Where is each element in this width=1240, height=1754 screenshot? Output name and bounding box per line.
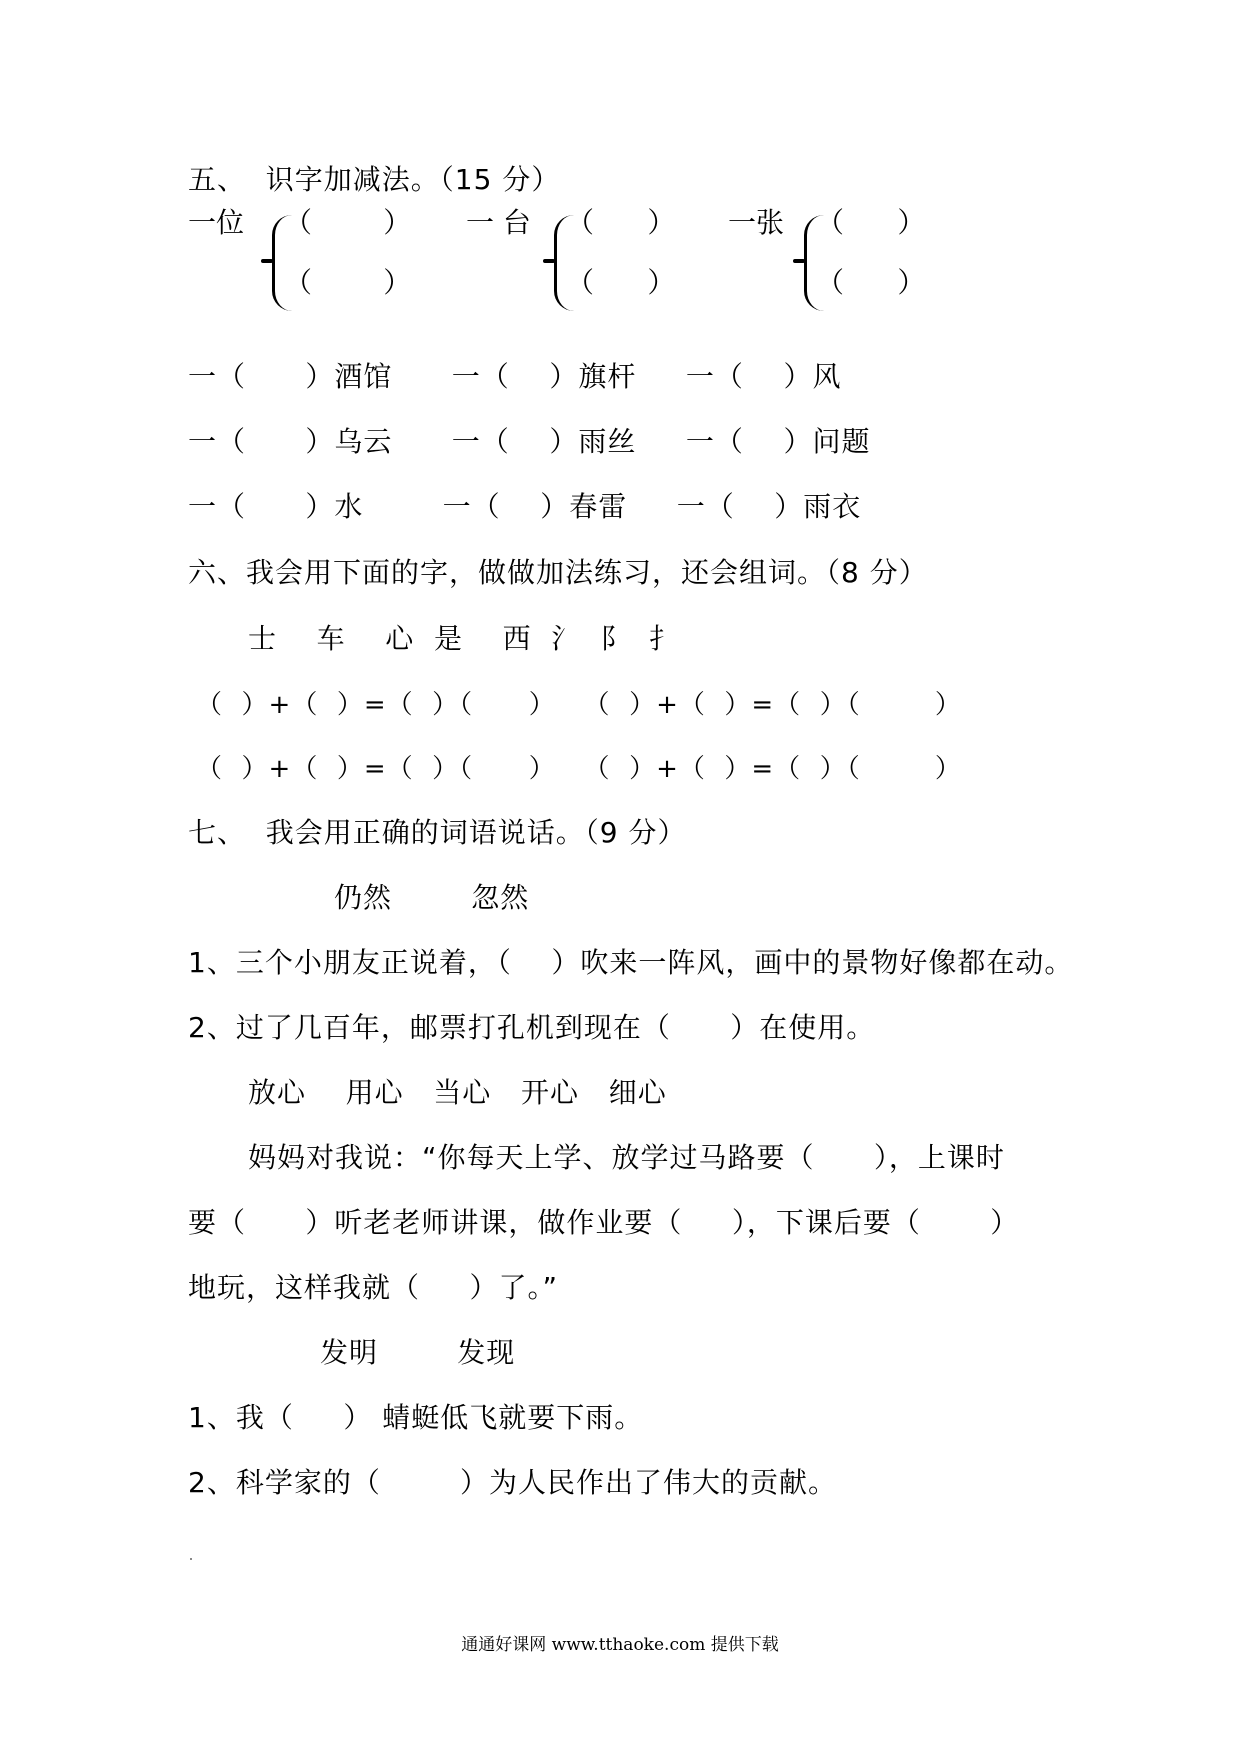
blank-bottom[interactable]: （ ） bbox=[566, 266, 676, 299]
addition-equation-row[interactable]: （ ）+（ ）=（ ）（ ） （ ）+（ ）=（ ）（ ） bbox=[196, 690, 962, 720]
question[interactable]: 1、三个小朋友正说着，（ ）吹来一阵风，画中的景物好像都在动。 bbox=[188, 946, 1074, 979]
measure-word-row[interactable]: 一（ ）水 一（ ）春雷 一（ ）雨衣 bbox=[188, 490, 862, 523]
measure-word-row[interactable]: 一（ ）酒馆 一（ ）旗杆 一（ ）风 bbox=[188, 360, 842, 393]
word-choice: 放心 用心 当心 开心 细心 bbox=[248, 1076, 667, 1109]
blank-top[interactable]: （ ） bbox=[284, 206, 412, 239]
word-choice: 发明 发现 bbox=[320, 1336, 516, 1369]
question[interactable]: 2、过了几百年，邮票打孔机到现在（ ）在使用。 bbox=[188, 1011, 876, 1044]
group-label: 一位 bbox=[188, 206, 245, 239]
character-bank: 士 车 心 是 西 氵 阝 扌 bbox=[248, 622, 679, 655]
word-choice: 仍然 忽然 bbox=[334, 881, 530, 914]
paragraph-line[interactable]: 地玩，这样我就（ ）了。” bbox=[188, 1271, 559, 1304]
scan-speck bbox=[190, 1558, 192, 1560]
paragraph-line[interactable]: 妈妈对我说：“你每天上学、放学过马路要（ ），上课时 bbox=[248, 1141, 1005, 1174]
blank-bottom[interactable]: （ ） bbox=[816, 266, 926, 299]
question[interactable]: 1、我（ ） 蜻蜓低飞就要下雨。 bbox=[188, 1401, 644, 1434]
group-label: 一张 bbox=[728, 206, 785, 239]
section-5-title: 五、 识字加减法。（15 分） bbox=[188, 163, 561, 196]
question[interactable]: 2、科学家的（ ）为人民作出了伟大的贡献。 bbox=[188, 1466, 838, 1499]
paragraph-line[interactable]: 要（ ）听老老师讲课，做作业要（ ），下课后要（ ） bbox=[188, 1206, 1020, 1239]
measure-word-row[interactable]: 一（ ）乌云 一（ ）雨丝 一（ ）问题 bbox=[188, 425, 871, 458]
section-7-title: 七、 我会用正确的词语说话。（9 分） bbox=[188, 816, 687, 849]
blank-bottom[interactable]: （ ） bbox=[284, 266, 412, 299]
blank-top[interactable]: （ ） bbox=[816, 206, 926, 239]
footer-credit: 通通好课网 www.tthaoke.com 提供下载 bbox=[461, 1635, 779, 1655]
blank-top[interactable]: （ ） bbox=[566, 206, 676, 239]
group-label: 一 台 bbox=[466, 206, 531, 239]
addition-equation-row[interactable]: （ ）+（ ）=（ ）（ ） （ ）+（ ）=（ ）（ ） bbox=[196, 754, 962, 784]
section-6-title: 六、我会用下面的字，做做加法练习，还会组词。（8 分） bbox=[188, 556, 928, 589]
